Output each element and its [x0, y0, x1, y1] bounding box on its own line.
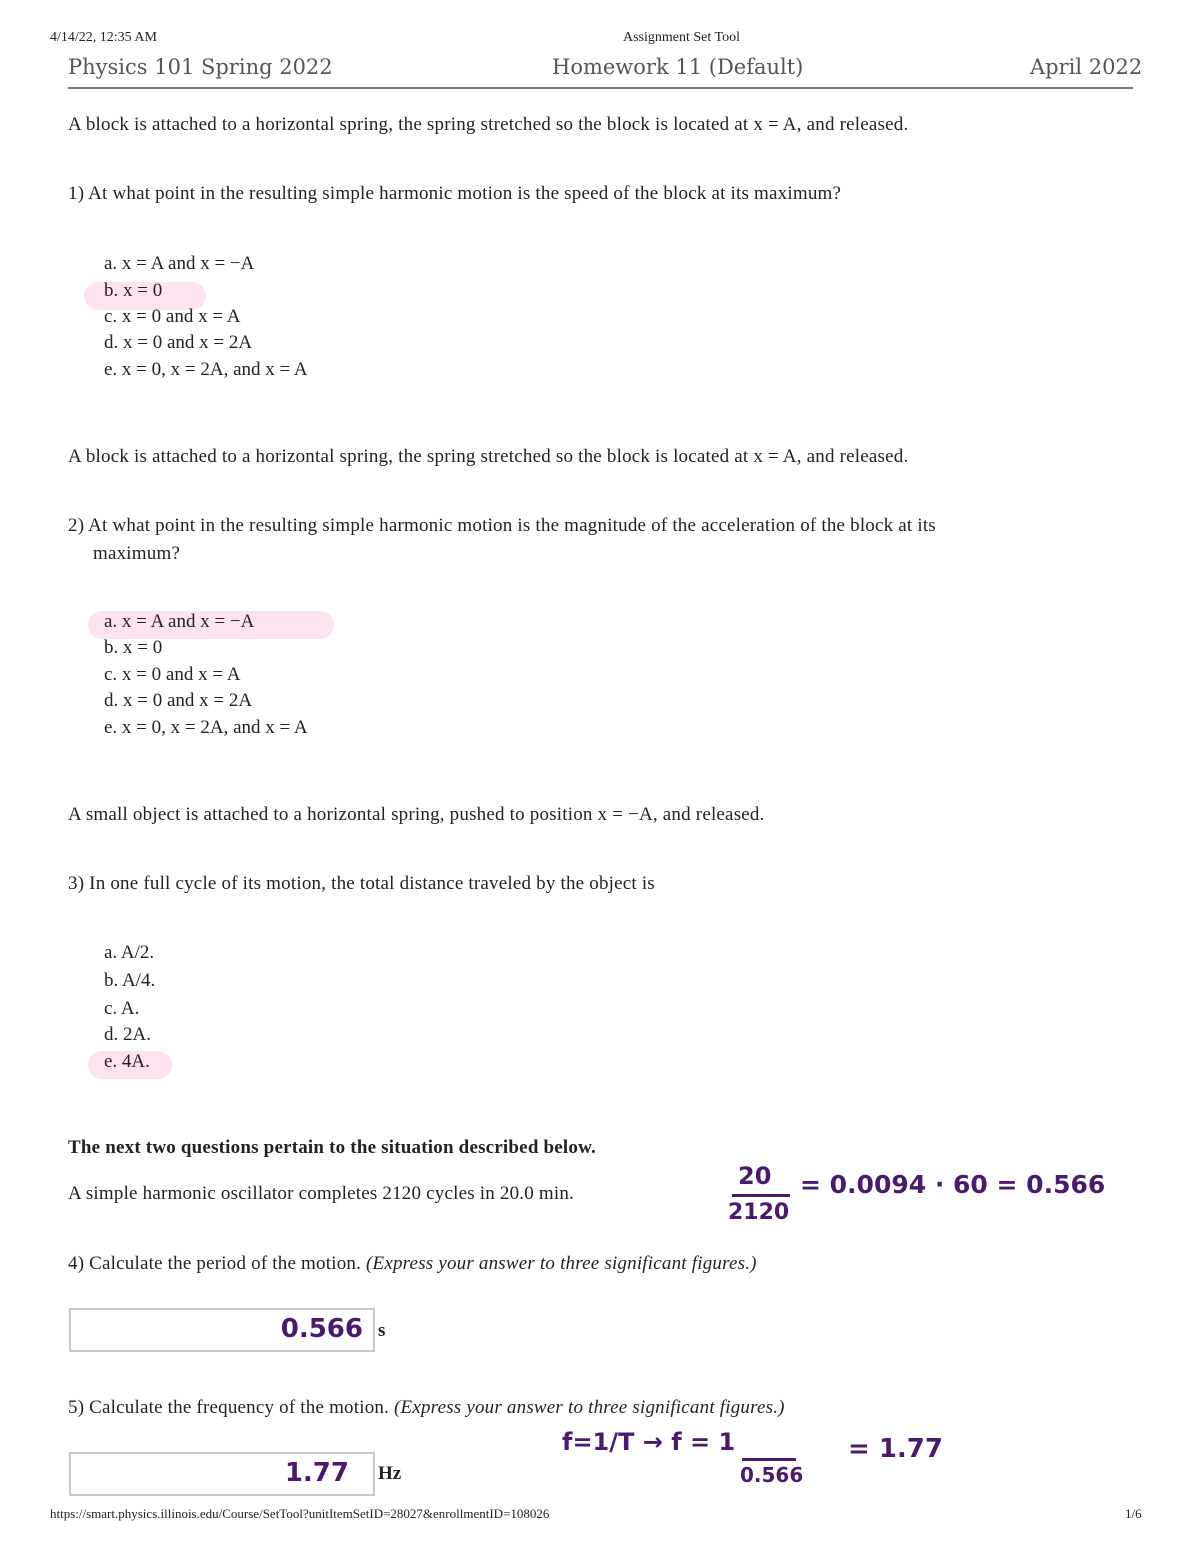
handwriting-denominator: 2120	[728, 1200, 790, 1225]
q3-option-b[interactable]: b. A/4.	[104, 970, 156, 991]
q2-context: A block is attached to a horizontal spring, the spring stretched so the block is located at x = A, and released.	[68, 446, 909, 467]
course-title: Physics 101 Spring 2022	[68, 55, 333, 79]
q5-unit: Hz	[378, 1463, 402, 1484]
q4-question: 4) Calculate the period of the motion.	[68, 1253, 362, 1274]
q5-answer-input[interactable]	[69, 1452, 375, 1496]
q3-option-d[interactable]: d. 2A.	[104, 1024, 151, 1045]
q2-option-e[interactable]: e. x = 0, x = 2A, and x = A	[104, 717, 308, 738]
q4-question-line	[68, 1253, 757, 1275]
q3-option-e[interactable]: e. 4A.	[104, 1051, 150, 1072]
q5-question: 5) Calculate the frequency of the motion.	[68, 1397, 390, 1418]
q2-question-line2: maximum?	[93, 543, 181, 564]
q5-question-line	[68, 1397, 785, 1419]
print-datetime: 4/14/22, 12:35 AM	[50, 30, 157, 45]
q1-context: A block is attached to a horizontal spring, the spring stretched so the block is located at x = A, and released.	[68, 114, 909, 135]
q1-option-c[interactable]: c. x = 0 and x = A	[104, 306, 241, 327]
q4-unit: s	[378, 1320, 386, 1341]
print-tool-title: Assignment Set Tool	[623, 30, 740, 45]
q1-option-d[interactable]: d. x = 0 and x = 2A	[104, 332, 253, 353]
q1-question: 1) At what point in the resulting simple harmonic motion is the speed of the block at its maximum?	[68, 183, 842, 204]
q5-hint: (Express your answer to three significant figures.)	[394, 1397, 785, 1418]
handwriting-denominator-2: 0.566	[740, 1463, 804, 1487]
handwriting-fraction-bar	[732, 1194, 790, 1197]
handwriting-frequency-formula: f=1/T → f = 1	[562, 1428, 736, 1456]
q2-question-line1: 2) At what point in the resulting simple harmonic motion is the magnitude of the acceleration of the block at its	[68, 515, 936, 536]
q3-question: 3) In one full cycle of its motion, the total distance traveled by the object is	[68, 873, 655, 894]
header-date: April 2022	[1030, 55, 1143, 79]
q4-answer-value: 0.566	[280, 1314, 363, 1344]
header-divider	[68, 87, 1133, 89]
q1-option-e[interactable]: e. x = 0, x = 2A, and x = A	[104, 359, 308, 380]
q4-answer-input[interactable]	[69, 1308, 375, 1352]
q2-option-d[interactable]: d. x = 0 and x = 2A	[104, 690, 253, 711]
group-scenario: A simple harmonic oscillator completes 2120 cycles in 20.0 min.	[68, 1183, 574, 1204]
handwriting-work-period: = 0.0094 · 60 = 0.566	[800, 1170, 1106, 1199]
handwriting-numerator: 20	[738, 1162, 772, 1190]
q2-option-b[interactable]: b. x = 0	[104, 637, 163, 658]
handwriting-fraction-bar-2	[742, 1458, 796, 1461]
q4-hint: (Express your answer to three significant figures.)	[366, 1253, 757, 1274]
group-heading: The next two questions pertain to the situation described below.	[68, 1137, 596, 1158]
q2-option-c[interactable]: c. x = 0 and x = A	[104, 664, 241, 685]
q3-option-a[interactable]: a. A/2.	[104, 942, 155, 963]
assignment-title: Homework 11 (Default)	[552, 55, 804, 79]
q2-option-a[interactable]: a. x = A and x = −A	[104, 611, 255, 632]
q3-context: A small object is attached to a horizontal spring, pushed to position x = −A, and released.	[68, 804, 765, 825]
q3-option-c[interactable]: c. A.	[104, 998, 140, 1019]
q1-option-b[interactable]: b. x = 0	[104, 280, 163, 301]
footer-page-number: 1/6	[1125, 1506, 1142, 1521]
q1-option-a[interactable]: a. x = A and x = −A	[104, 253, 255, 274]
q5-answer-value: 1.77	[284, 1458, 349, 1488]
footer-url[interactable]: https://smart.physics.illinois.edu/Course/SetTool?unitItemSetID=28027&enrollmentID=108026	[50, 1506, 550, 1521]
handwriting-frequency-result: = 1.77	[848, 1434, 943, 1464]
